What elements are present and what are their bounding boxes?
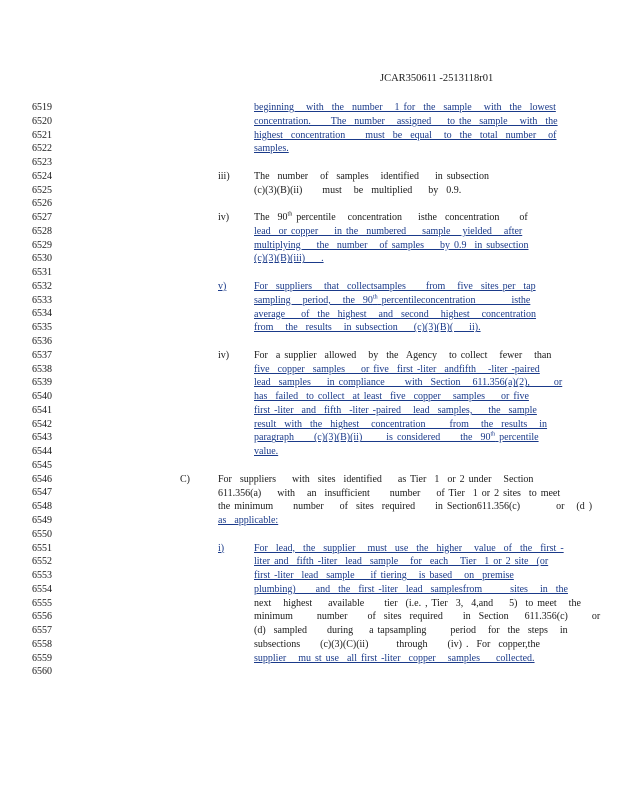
line-number: 6556 (32, 611, 52, 623)
line-number: 6557 (32, 625, 52, 637)
line-number: 6539 (32, 377, 52, 389)
text-line-6525: (c)(3)(B)(ii) must be multiplied by 0.9. (254, 184, 462, 196)
line-number: 6542 (32, 418, 52, 430)
line-number: 6522 (32, 143, 52, 155)
text-line-6535: from the results in subsection (c)(3)(B)( ii). (254, 322, 481, 334)
item-marker-iv: iv) (218, 212, 230, 224)
text-line-6521: highest concentration must be equal to the total number of (254, 129, 557, 141)
line-number-column (32, 101, 72, 679)
line-number: 6527 (32, 212, 52, 224)
text-line-6544: value. (254, 446, 279, 458)
line-number: 6549 (32, 514, 52, 526)
line-number: 6536 (32, 336, 52, 348)
text-line-6549: as applicable: (218, 515, 279, 527)
text-line-6530: (c)(3)(B)(iii) . (254, 253, 324, 265)
text-line-6559: supplier mu st use all first -liter copper samples collected. (254, 652, 535, 664)
line-number: 6550 (32, 528, 52, 540)
text-line-6528: lead or copper in the numbered sample yielded after (254, 225, 523, 237)
text-line-6532: For suppliers that collectsamples from five sites per tap (254, 281, 536, 292)
line-number: 6532 (32, 280, 52, 292)
line-number: 6521 (32, 129, 52, 141)
text-line-6547: 611.356(a) with an insufficient number of Tier 1 or 2 sites to meet (218, 487, 561, 499)
line-number: 6533 (32, 294, 52, 306)
text-line-6551: For lead, the supplier must use the higher value of the first - (254, 542, 564, 554)
text-line-6557: (d) sampled during a tapsampling period for the steps in (254, 625, 568, 637)
text-line-6534: average of the highest and second highest concentration (254, 308, 537, 320)
line-number: 6529 (32, 239, 52, 251)
line-number: 6546 (32, 473, 52, 485)
line-number: 6526 (32, 198, 52, 210)
text-line-6552: liter and fifth -liter lead sample for each Tier 1 or 2 site (or (254, 556, 549, 568)
text-line-6546: For suppliers with sites identified as Tier 1 or 2 under Section (218, 473, 534, 485)
text-line-6558: subsections (c)(3)(C)(ii) through (iv) . For copper,the (254, 639, 540, 651)
text-line-6555: next highest available tier (i.e. , Tier 3, 4,and 5) to meet the (254, 597, 581, 609)
line-number: 6525 (32, 184, 52, 196)
line-number: 6559 (32, 652, 52, 664)
superscript-th: th (372, 294, 378, 301)
line-number: 6523 (32, 157, 52, 169)
item-marker-i: i) (218, 542, 225, 554)
line-number: 6558 (32, 638, 52, 650)
line-number: 6541 (32, 404, 52, 416)
text-line-6533: sampling period, the 90th percentileconcentration isthe (254, 294, 531, 306)
line-number: 6519 (32, 102, 52, 113)
text-line-6541: first -liter and fifth -liter -paired lead samples, the sample (254, 404, 537, 416)
line-number: 6524 (32, 170, 52, 182)
line-number: 6553 (32, 570, 52, 582)
line-number: 6538 (32, 363, 52, 375)
document-header-id: JCAR350611 -2513118r01 (380, 73, 494, 84)
line-number: 6555 (32, 597, 52, 609)
line-number: 6547 (32, 487, 52, 499)
line-number: 6534 (32, 308, 52, 320)
line-number: 6554 (32, 583, 52, 595)
item-marker-C: C) (180, 473, 190, 485)
text-line-6539: lead samples in compliance with Section 611.356(a)(2), or (254, 377, 563, 389)
line-number: 6537 (32, 349, 52, 361)
line-number: 6544 (32, 446, 52, 458)
text-line-6524: The number of samples identified in subsection (254, 170, 489, 182)
item-marker-v: v) (218, 281, 227, 292)
line-number: 6530 (32, 253, 52, 265)
text-line-6548: the minimum number of sites required in Section611.356(c) or (d ) (218, 501, 593, 513)
text-line-6553: first -liter lead sample if tiering is based on premise (254, 570, 514, 582)
item-marker-iv-second: iv) (218, 349, 230, 361)
text-line-6543: paragraph (c)(3)(B)(ii) is considered the 90th percentile (254, 432, 539, 444)
text-line-6538: five copper samples or five first -liter andfifth -liter -paired (254, 363, 540, 375)
line-number: 6551 (32, 542, 52, 554)
text-line-6540: has failed to collect at least five copper samples or five (254, 391, 529, 403)
line-number: 6535 (32, 322, 52, 334)
text-line-6542: result with the highest concentration from the results in (254, 418, 548, 430)
text-line-6527: The 90th percentile concentration isthe concentration of (254, 211, 528, 224)
text-line-6520: concentration. The number assigned to the sample with the (254, 115, 558, 127)
line-number: 6545 (32, 459, 52, 471)
text-line-6522: samples. (254, 143, 289, 155)
line-number: 6560 (32, 666, 52, 678)
text-line-6537: For a supplier allowed by the Agency to collect fewer than (254, 349, 552, 361)
line-number: 6552 (32, 556, 52, 568)
superscript-th: th (490, 432, 496, 439)
superscript-th: th (287, 211, 293, 218)
item-marker-iii: iii) (218, 170, 230, 182)
line-number: 6540 (32, 391, 52, 403)
line-number: 6543 (32, 432, 52, 444)
line-number: 6548 (32, 501, 52, 513)
line-number: 6531 (32, 267, 52, 279)
line-number: 6528 (32, 225, 52, 237)
text-line-6556: minimum number of sites required in Section 611.356(c) or (254, 611, 601, 623)
text-line-6554: plumbing) and the first -liter lead samplesfrom sites in the (254, 583, 568, 595)
text-line-6519: beginning with the number 1 for the sample with the lowest (254, 102, 556, 113)
line-number: 6520 (32, 115, 52, 127)
text-line-6529: multiplying the number of samples by 0.9 in subsection (254, 239, 529, 251)
